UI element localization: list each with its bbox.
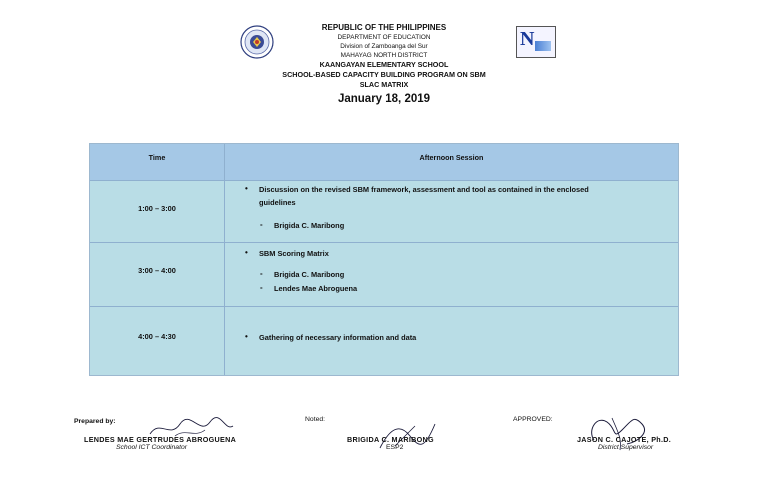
header-division: Division of Zamboanga del Sur bbox=[340, 43, 428, 50]
approved-title: District Supervisor bbox=[598, 444, 654, 451]
table-row-time: 3:00 – 4:00 bbox=[138, 266, 176, 275]
document-header bbox=[0, 22, 768, 107]
agenda-item: SBM Scoring Matrix bbox=[259, 249, 329, 258]
agenda-item-cont: guidelines bbox=[259, 198, 296, 207]
table-header-row bbox=[90, 144, 678, 181]
column-header-time: Time bbox=[148, 153, 166, 162]
header-school: KAANGAYAN ELEMENTARY SCHOOL bbox=[319, 60, 449, 69]
header-republic: REPUBLIC OF THE PHILIPPINES bbox=[321, 23, 447, 32]
column-header-session: Afternoon Session bbox=[419, 153, 484, 162]
prepared-by-label: Prepared by: bbox=[74, 418, 116, 425]
header-date: January 18, 2019 bbox=[337, 93, 431, 105]
presenter-name: Brigida C. Maribong bbox=[274, 221, 345, 230]
logo-letter: N bbox=[520, 28, 535, 50]
header-district: MAHAYAG NORTH DISTRICT bbox=[340, 52, 428, 59]
table-row-time: 1:00 – 3:00 bbox=[138, 204, 176, 213]
noted-title: ESP2 bbox=[386, 444, 404, 451]
agenda-item: Discussion on the revised SBM framework, assessment and tool as contained in the enclosed bbox=[259, 185, 589, 194]
agenda-item: Gathering of necessary information and data bbox=[259, 333, 417, 342]
prepared-by-name: LENDES MAE GERTRUDES ABROGUENA bbox=[84, 435, 237, 444]
noted-label: Noted: bbox=[305, 416, 326, 423]
bullet-icon: • bbox=[245, 248, 248, 257]
row-divider bbox=[90, 242, 678, 243]
row-divider bbox=[90, 306, 678, 307]
bullet-icon: • bbox=[245, 184, 248, 193]
prepared-by-title: School ICT Coordinator bbox=[116, 444, 188, 451]
noted-name: BRIGIDA C. MARIBONG bbox=[347, 435, 434, 444]
bullet-icon: • bbox=[245, 332, 248, 341]
header-department: DEPARTMENT OF EDUCATION bbox=[337, 34, 431, 41]
presenter-name: Brigida C. Maribong bbox=[274, 270, 345, 279]
slac-matrix-table bbox=[89, 143, 679, 376]
dash-icon: - bbox=[260, 220, 263, 229]
dash-icon: - bbox=[260, 269, 263, 278]
header-matrix: SLAC MATRIX bbox=[359, 80, 409, 89]
header-program: SCHOOL-BASED CAPACITY BUILDING PROGRAM ON SBM bbox=[282, 70, 486, 79]
dash-icon: - bbox=[260, 283, 263, 292]
approved-label: APPROVED: bbox=[513, 416, 553, 423]
presenter-name: Lendes Mae Abroguena bbox=[274, 284, 358, 293]
table-row-time: 4:00 – 4:30 bbox=[138, 332, 176, 341]
approved-name: JASON C. CAJOTE, Ph.D. bbox=[577, 435, 672, 444]
column-divider bbox=[224, 144, 225, 375]
